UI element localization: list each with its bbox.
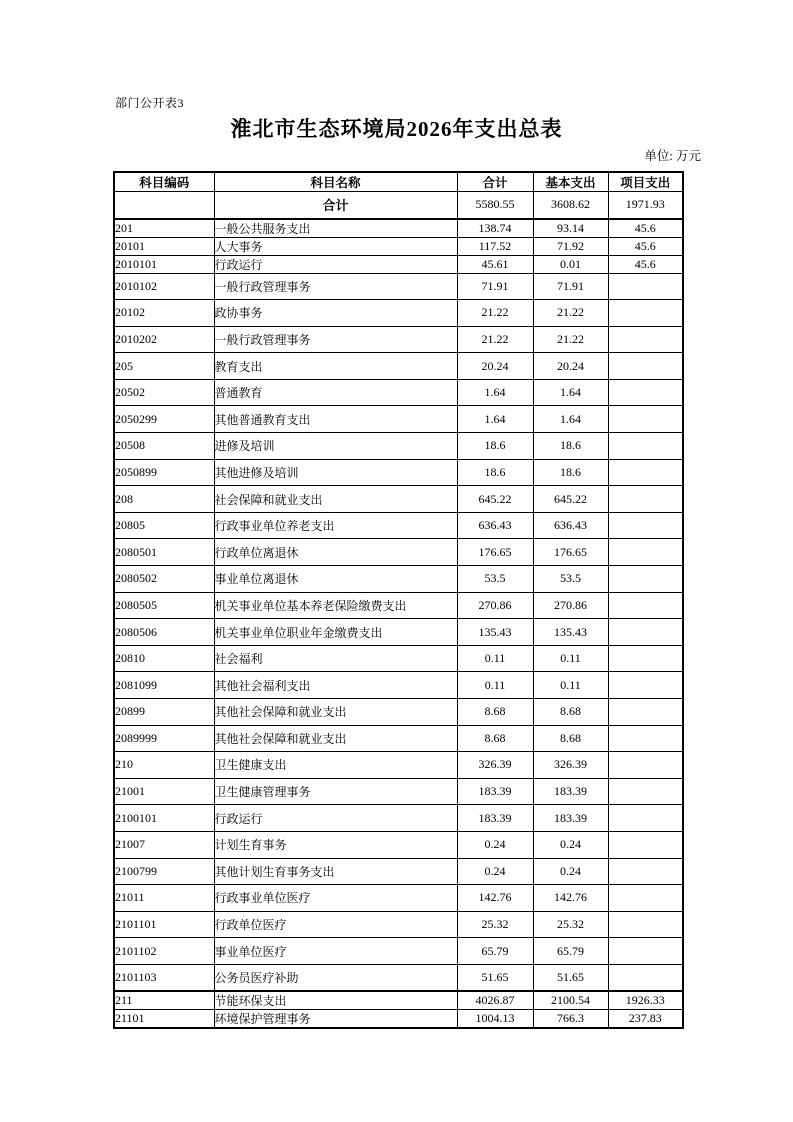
cell-project-expenditure bbox=[608, 353, 683, 380]
cell-subject-name: 政协事务 bbox=[214, 300, 457, 327]
cell-basic-expenditure: 0.24 bbox=[533, 858, 608, 885]
cell-subject-code: 2010101 bbox=[114, 255, 214, 273]
table-row bbox=[114, 255, 683, 273]
table-row bbox=[114, 512, 683, 539]
cell-subject-code: 2081099 bbox=[114, 672, 214, 699]
cell-project-expenditure bbox=[608, 725, 683, 752]
column-header-project-expenditure: 项目支出 bbox=[608, 172, 683, 192]
cell-subject-code: 20810 bbox=[114, 645, 214, 672]
cell-total: 183.39 bbox=[457, 805, 533, 832]
cell-subject-name: 社会福利 bbox=[214, 645, 457, 672]
cell-total: 0.24 bbox=[457, 831, 533, 858]
cell-subject-name: 一般行政管理事务 bbox=[214, 326, 457, 353]
table-row bbox=[114, 858, 683, 885]
cell-project-expenditure: 45.6 bbox=[608, 255, 683, 273]
cell-subject-code: 2101103 bbox=[114, 964, 214, 991]
cell-total: 142.76 bbox=[457, 885, 533, 912]
cell-project-expenditure bbox=[608, 379, 683, 406]
column-header-subject-name: 科目名称 bbox=[214, 172, 457, 192]
cell-subject-name: 节能环保支出 bbox=[214, 991, 457, 1010]
cell-subject-code bbox=[114, 192, 214, 219]
cell-basic-expenditure: 65.79 bbox=[533, 938, 608, 965]
cell-total: 25.32 bbox=[457, 911, 533, 938]
cell-subject-code: 21011 bbox=[114, 885, 214, 912]
table-row bbox=[114, 566, 683, 593]
table-row bbox=[114, 885, 683, 912]
cell-basic-expenditure: 326.39 bbox=[533, 752, 608, 779]
cell-project-expenditure: 45.6 bbox=[608, 237, 683, 255]
cell-subject-name: 行政运行 bbox=[214, 805, 457, 832]
cell-total: 18.6 bbox=[457, 433, 533, 460]
table-row bbox=[114, 805, 683, 832]
table-row bbox=[114, 672, 683, 699]
cell-subject-name: 机关事业单位职业年金缴费支出 bbox=[214, 619, 457, 646]
cell-total: 1.64 bbox=[457, 379, 533, 406]
cell-total: 5580.55 bbox=[457, 192, 533, 219]
table-row bbox=[114, 353, 683, 380]
table-row bbox=[114, 326, 683, 353]
table-row bbox=[114, 752, 683, 779]
cell-subject-name: 人大事务 bbox=[214, 237, 457, 255]
cell-total: 0.11 bbox=[457, 672, 533, 699]
cell-total: 0.11 bbox=[457, 645, 533, 672]
cell-total: 270.86 bbox=[457, 592, 533, 619]
cell-subject-code: 2080506 bbox=[114, 619, 214, 646]
column-header-basic-expenditure: 基本支出 bbox=[533, 172, 608, 192]
cell-subject-code: 2080505 bbox=[114, 592, 214, 619]
table-header-row bbox=[114, 172, 683, 192]
cell-subject-name: 公务员医疗补助 bbox=[214, 964, 457, 991]
cell-project-expenditure bbox=[608, 831, 683, 858]
table-row bbox=[114, 237, 683, 255]
cell-total: 326.39 bbox=[457, 752, 533, 779]
cell-subject-name: 一般行政管理事务 bbox=[214, 273, 457, 300]
table-row bbox=[114, 1010, 683, 1029]
table-row bbox=[114, 219, 683, 238]
cell-basic-expenditure: 71.92 bbox=[533, 237, 608, 255]
cell-basic-expenditure: 142.76 bbox=[533, 885, 608, 912]
cell-basic-expenditure: 135.43 bbox=[533, 619, 608, 646]
cell-subject-name: 进修及培训 bbox=[214, 433, 457, 460]
cell-total: 8.68 bbox=[457, 699, 533, 726]
table-row bbox=[114, 991, 683, 1010]
cell-total: 636.43 bbox=[457, 512, 533, 539]
cell-subject-code: 208 bbox=[114, 486, 214, 513]
cell-total: 21.22 bbox=[457, 300, 533, 327]
cell-basic-expenditure: 766.3 bbox=[533, 1010, 608, 1029]
cell-basic-expenditure: 0.11 bbox=[533, 672, 608, 699]
cell-subject-name: 其他进修及培训 bbox=[214, 459, 457, 486]
cell-total: 117.52 bbox=[457, 237, 533, 255]
cell-project-expenditure: 1926.33 bbox=[608, 991, 683, 1010]
cell-project-expenditure: 237.83 bbox=[608, 1010, 683, 1029]
cell-subject-code: 2010102 bbox=[114, 273, 214, 300]
cell-project-expenditure bbox=[608, 433, 683, 460]
cell-total: 65.79 bbox=[457, 938, 533, 965]
cell-subject-name: 普通教育 bbox=[214, 379, 457, 406]
table-row bbox=[114, 486, 683, 513]
cell-basic-expenditure: 2100.54 bbox=[533, 991, 608, 1010]
cell-subject-name: 其他社会福利支出 bbox=[214, 672, 457, 699]
cell-subject-code: 20805 bbox=[114, 512, 214, 539]
cell-project-expenditure bbox=[608, 406, 683, 433]
cell-basic-expenditure: 21.22 bbox=[533, 326, 608, 353]
cell-project-expenditure bbox=[608, 672, 683, 699]
cell-subject-name: 卫生健康管理事务 bbox=[214, 778, 457, 805]
cell-project-expenditure bbox=[608, 938, 683, 965]
cell-total: 645.22 bbox=[457, 486, 533, 513]
cell-project-expenditure bbox=[608, 486, 683, 513]
table-row bbox=[114, 300, 683, 327]
cell-subject-name: 机关事业单位基本养老保险缴费支出 bbox=[214, 592, 457, 619]
cell-subject-name: 一般公共服务支出 bbox=[214, 219, 457, 238]
cell-project-expenditure bbox=[608, 326, 683, 353]
cell-subject-name: 其他社会保障和就业支出 bbox=[214, 725, 457, 752]
page-title: 淮北市生态环境局2026年支出总表 bbox=[230, 117, 563, 141]
cell-basic-expenditure: 0.11 bbox=[533, 645, 608, 672]
cell-basic-expenditure: 3608.62 bbox=[533, 192, 608, 219]
cell-basic-expenditure: 18.6 bbox=[533, 459, 608, 486]
cell-subject-name: 行政单位离退休 bbox=[214, 539, 457, 566]
cell-total: 1.64 bbox=[457, 406, 533, 433]
cell-subject-name: 合计 bbox=[214, 192, 457, 219]
cell-project-expenditure bbox=[608, 778, 683, 805]
cell-subject-code: 20899 bbox=[114, 699, 214, 726]
cell-project-expenditure bbox=[608, 964, 683, 991]
cell-subject-name: 事业单位医疗 bbox=[214, 938, 457, 965]
cell-subject-name: 社会保障和就业支出 bbox=[214, 486, 457, 513]
cell-total: 21.22 bbox=[457, 326, 533, 353]
cell-project-expenditure bbox=[608, 512, 683, 539]
cell-basic-expenditure: 183.39 bbox=[533, 778, 608, 805]
cell-project-expenditure bbox=[608, 539, 683, 566]
cell-total: 1004.13 bbox=[457, 1010, 533, 1029]
column-header-total: 合计 bbox=[457, 172, 533, 192]
cell-subject-code: 2101102 bbox=[114, 938, 214, 965]
cell-total: 0.24 bbox=[457, 858, 533, 885]
cell-total: 183.39 bbox=[457, 778, 533, 805]
cell-subject-code: 2100101 bbox=[114, 805, 214, 832]
cell-subject-name: 行政运行 bbox=[214, 255, 457, 273]
cell-subject-code: 201 bbox=[114, 219, 214, 238]
column-header-subject-code: 科目编码 bbox=[114, 172, 214, 192]
table-row bbox=[114, 911, 683, 938]
table-row bbox=[114, 725, 683, 752]
doc-label: 部门公开表3 bbox=[115, 96, 185, 110]
cell-basic-expenditure: 8.68 bbox=[533, 725, 608, 752]
table-body bbox=[114, 192, 683, 1029]
table-row bbox=[114, 273, 683, 300]
cell-subject-name: 卫生健康支出 bbox=[214, 752, 457, 779]
cell-total: 71.91 bbox=[457, 273, 533, 300]
cell-subject-code: 210 bbox=[114, 752, 214, 779]
cell-subject-name: 计划生育事务 bbox=[214, 831, 457, 858]
table-row bbox=[114, 699, 683, 726]
table-row bbox=[114, 379, 683, 406]
cell-basic-expenditure: 53.5 bbox=[533, 566, 608, 593]
table-row bbox=[114, 831, 683, 858]
cell-total: 18.6 bbox=[457, 459, 533, 486]
cell-project-expenditure bbox=[608, 645, 683, 672]
cell-project-expenditure bbox=[608, 885, 683, 912]
cell-project-expenditure bbox=[608, 566, 683, 593]
cell-project-expenditure bbox=[608, 592, 683, 619]
unit-note: 单位: 万元 bbox=[644, 149, 701, 163]
cell-basic-expenditure: 270.86 bbox=[533, 592, 608, 619]
cell-subject-code: 2050299 bbox=[114, 406, 214, 433]
cell-total: 138.74 bbox=[457, 219, 533, 238]
cell-subject-code: 2080502 bbox=[114, 566, 214, 593]
cell-subject-name: 其他计划生育事务支出 bbox=[214, 858, 457, 885]
table-row bbox=[114, 592, 683, 619]
cell-subject-code: 2100799 bbox=[114, 858, 214, 885]
cell-total: 53.5 bbox=[457, 566, 533, 593]
cell-basic-expenditure: 51.65 bbox=[533, 964, 608, 991]
table-row bbox=[114, 778, 683, 805]
cell-basic-expenditure: 8.68 bbox=[533, 699, 608, 726]
cell-subject-name: 行政单位医疗 bbox=[214, 911, 457, 938]
cell-subject-code: 2050899 bbox=[114, 459, 214, 486]
cell-subject-code: 2010202 bbox=[114, 326, 214, 353]
cell-project-expenditure bbox=[608, 699, 683, 726]
cell-subject-code: 20502 bbox=[114, 379, 214, 406]
cell-project-expenditure bbox=[608, 459, 683, 486]
cell-basic-expenditure: 1.64 bbox=[533, 406, 608, 433]
cell-project-expenditure bbox=[608, 911, 683, 938]
cell-subject-code: 20508 bbox=[114, 433, 214, 460]
cell-subject-code: 21007 bbox=[114, 831, 214, 858]
cell-subject-name: 行政事业单位养老支出 bbox=[214, 512, 457, 539]
cell-subject-code: 2101101 bbox=[114, 911, 214, 938]
cell-project-expenditure bbox=[608, 300, 683, 327]
cell-subject-code: 21101 bbox=[114, 1010, 214, 1029]
table-row bbox=[114, 192, 683, 219]
table-row bbox=[114, 938, 683, 965]
cell-subject-code: 20102 bbox=[114, 300, 214, 327]
cell-basic-expenditure: 0.24 bbox=[533, 831, 608, 858]
cell-total: 8.68 bbox=[457, 725, 533, 752]
cell-subject-name: 事业单位离退休 bbox=[214, 566, 457, 593]
table-row bbox=[114, 645, 683, 672]
cell-subject-name: 其他普通教育支出 bbox=[214, 406, 457, 433]
cell-basic-expenditure: 71.91 bbox=[533, 273, 608, 300]
cell-total: 45.61 bbox=[457, 255, 533, 273]
table-row bbox=[114, 539, 683, 566]
cell-subject-code: 205 bbox=[114, 353, 214, 380]
cell-basic-expenditure: 21.22 bbox=[533, 300, 608, 327]
cell-subject-code: 2089999 bbox=[114, 725, 214, 752]
cell-subject-name: 教育支出 bbox=[214, 353, 457, 380]
cell-subject-code: 20101 bbox=[114, 237, 214, 255]
table-row bbox=[114, 459, 683, 486]
cell-basic-expenditure: 645.22 bbox=[533, 486, 608, 513]
cell-total: 176.65 bbox=[457, 539, 533, 566]
cell-subject-name: 环境保护管理事务 bbox=[214, 1010, 457, 1029]
cell-subject-name: 其他社会保障和就业支出 bbox=[214, 699, 457, 726]
cell-total: 135.43 bbox=[457, 619, 533, 646]
cell-project-expenditure: 1971.93 bbox=[608, 192, 683, 219]
cell-basic-expenditure: 18.6 bbox=[533, 433, 608, 460]
cell-subject-code: 21001 bbox=[114, 778, 214, 805]
cell-basic-expenditure: 1.64 bbox=[533, 379, 608, 406]
cell-subject-name: 行政事业单位医疗 bbox=[214, 885, 457, 912]
cell-basic-expenditure: 636.43 bbox=[533, 512, 608, 539]
cell-project-expenditure bbox=[608, 805, 683, 832]
cell-project-expenditure bbox=[608, 619, 683, 646]
table-row bbox=[114, 964, 683, 991]
table-row bbox=[114, 406, 683, 433]
cell-subject-code: 2080501 bbox=[114, 539, 214, 566]
cell-total: 4026.87 bbox=[457, 991, 533, 1010]
cell-project-expenditure bbox=[608, 858, 683, 885]
cell-project-expenditure bbox=[608, 273, 683, 300]
cell-basic-expenditure: 25.32 bbox=[533, 911, 608, 938]
cell-basic-expenditure: 0.01 bbox=[533, 255, 608, 273]
expenditure-table bbox=[113, 171, 684, 1029]
cell-total: 20.24 bbox=[457, 353, 533, 380]
cell-basic-expenditure: 176.65 bbox=[533, 539, 608, 566]
table-row bbox=[114, 433, 683, 460]
cell-project-expenditure bbox=[608, 752, 683, 779]
table-row bbox=[114, 619, 683, 646]
cell-basic-expenditure: 20.24 bbox=[533, 353, 608, 380]
cell-basic-expenditure: 183.39 bbox=[533, 805, 608, 832]
cell-basic-expenditure: 93.14 bbox=[533, 219, 608, 238]
cell-total: 51.65 bbox=[457, 964, 533, 991]
cell-project-expenditure: 45.6 bbox=[608, 219, 683, 238]
cell-subject-code: 211 bbox=[114, 991, 214, 1010]
